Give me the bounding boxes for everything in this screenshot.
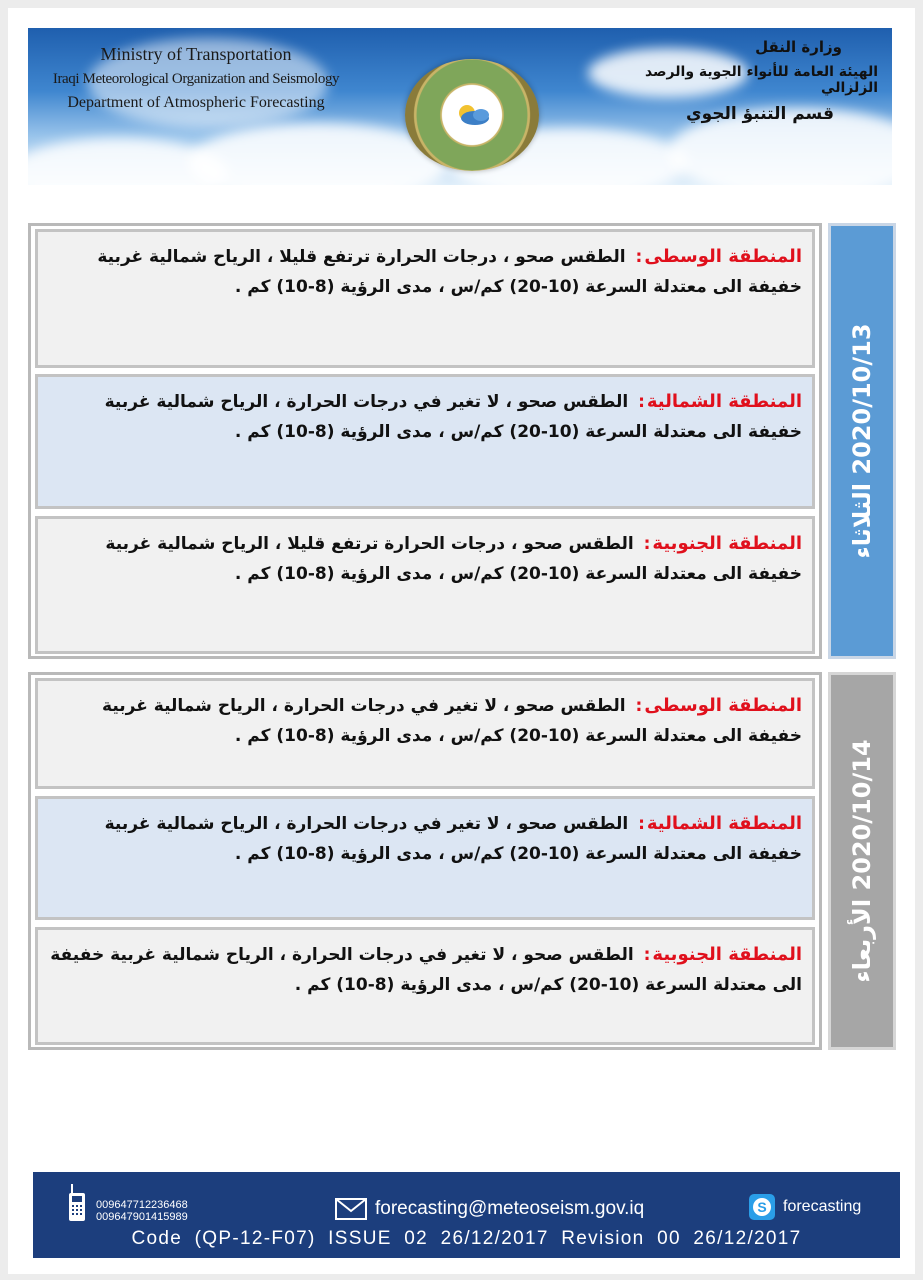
day-sidebar xyxy=(828,223,896,659)
organization-name-en: Iraqi Meteorological Organization and Seismology xyxy=(52,71,340,87)
phone-numbers xyxy=(96,1199,188,1223)
day-date: 2020/10/14 xyxy=(848,739,876,891)
skype-handle: forecasting xyxy=(783,1198,862,1215)
region-south: المنطقة الجنوبية: الطقس صحو ، لا تغير في درجات الحرارة ، الرياح شمالية غربية خفيفة الى معتدلة السرعة (10-20) كم/س ، مدى الرؤية (8-10) كم . xyxy=(35,927,815,1045)
meteorology-seal-icon xyxy=(405,59,539,171)
region-name: المنطقة الشمالية xyxy=(646,813,802,834)
day-block-wednesday xyxy=(28,672,896,1050)
regions-container xyxy=(28,672,822,1050)
day-name: الثلاثاء xyxy=(848,482,876,559)
mail-icon xyxy=(335,1198,367,1220)
regions-container xyxy=(28,223,822,659)
svg-text:S: S xyxy=(757,1199,767,1215)
day-sidebar xyxy=(828,672,896,1050)
phone-number: 009647901415989 xyxy=(96,1211,188,1223)
day-label xyxy=(848,323,876,558)
region-forecast: الطقس صحو ، لا تغير في درجات الحرارة ، الرياح شمالية غربية خفيفة الى معتدلة السرعة (10-20) كم/س ، مدى الرؤية (8-10) كم . xyxy=(104,392,802,442)
region-name: المنطقة الشمالية xyxy=(646,391,802,412)
document-code: Code (QP-12-F07) ISSUE 02 26/12/2017 Revision 00 26/12/2017 xyxy=(131,1228,802,1249)
footer xyxy=(33,1172,900,1258)
region-south: المنطقة الجنوبية: الطقس صحو ، درجات الحرارة ترتفع قليلا ، الرياح شمالية غربية خفيفة الى معتدلة السرعة (10-20) كم/س ، مدى الرؤية (8-10) كم . xyxy=(35,516,815,654)
region-name: المنطقة الجنوبية xyxy=(652,944,802,965)
department-name-en: Department of Atmospheric Forecasting xyxy=(67,94,325,111)
ministry-name-en: Ministry of Transportation xyxy=(100,44,292,64)
header-arabic xyxy=(638,38,878,124)
email-address: forecasting@meteoseism.gov.iq xyxy=(375,1198,645,1219)
day-name: الأربعاء xyxy=(848,898,876,983)
ministry-name-ar: وزارة النقل xyxy=(755,38,842,56)
header-banner xyxy=(28,28,892,185)
region-central: المنطقة الوسطى: الطقس صحو ، درجات الحرارة ترتفع قليلا ، الرياح شمالية غربية خفيفة الى معتدلة السرعة (10-20) كم/س ، مدى الرؤية (8-10) كم . xyxy=(35,229,815,368)
department-name-ar: قسم التنبؤ الجوي xyxy=(686,104,834,124)
phone-number: 009647712236468 xyxy=(96,1199,188,1211)
region-north: المنطقة الشمالية: الطقس صحو ، لا تغير في درجات الحرارة ، الرياح شمالية غربية خفيفة الى معتدلة السرعة (10-20) كم/س ، مدى الرؤية (8-10) كم . xyxy=(35,374,815,509)
day-block-tuesday xyxy=(28,223,896,659)
day-date: 2020/10/13 xyxy=(848,323,876,475)
region-name: المنطقة الوسطى xyxy=(644,695,802,716)
skype-icon xyxy=(749,1194,775,1220)
header-english xyxy=(46,44,346,112)
region-name: المنطقة الجنوبية xyxy=(652,533,802,554)
region-forecast: الطقس صحو ، لا تغير في درجات الحرارة ، الرياح شمالية غربية خفيفة الى معتدلة السرعة (10-20) كم/س ، مدى الرؤية (8-10) كم . xyxy=(104,814,802,864)
phone-icon xyxy=(67,1184,87,1222)
region-central: المنطقة الوسطى: الطقس صحو ، لا تغير في درجات الحرارة ، الرياح شمالية غربية خفيفة الى معتدلة السرعة (10-20) كم/س ، مدى الرؤية (8-10) كم . xyxy=(35,678,815,789)
region-forecast: الطقس صحو ، درجات الحرارة ترتفع قليلا ، الرياح شمالية غربية خفيفة الى معتدلة السرعة (10-20) كم/س ، مدى الرؤية (8-10) كم . xyxy=(97,247,802,297)
region-name: المنطقة الوسطى xyxy=(644,246,802,267)
region-forecast: الطقس صحو ، درجات الحرارة ترتفع قليلا ، الرياح شمالية غربية خفيفة الى معتدلة السرعة (10-20) كم/س ، مدى الرؤية (8-10) كم . xyxy=(105,534,802,584)
organization-name-ar: الهيئة العامة للأنواء الجوية والرصد الزلزالي xyxy=(644,64,878,96)
day-label xyxy=(848,739,876,982)
region-north: المنطقة الشمالية: الطقس صحو ، لا تغير في درجات الحرارة ، الرياح شمالية غربية خفيفة الى معتدلة السرعة (10-20) كم/س ، مدى الرؤية (8-10) كم . xyxy=(35,796,815,920)
sun-cloud-icon xyxy=(453,101,493,127)
region-forecast: الطقس صحو ، لا تغير في درجات الحرارة ، الرياح شمالية غربية خفيفة الى معتدلة السرعة (10-20) كم/س ، مدى الرؤية (8-10) كم . xyxy=(50,945,802,995)
region-forecast: الطقس صحو ، لا تغير في درجات الحرارة ، الرياح شمالية غربية خفيفة الى معتدلة السرعة (10-20) كم/س ، مدى الرؤية (8-10) كم . xyxy=(102,696,802,746)
